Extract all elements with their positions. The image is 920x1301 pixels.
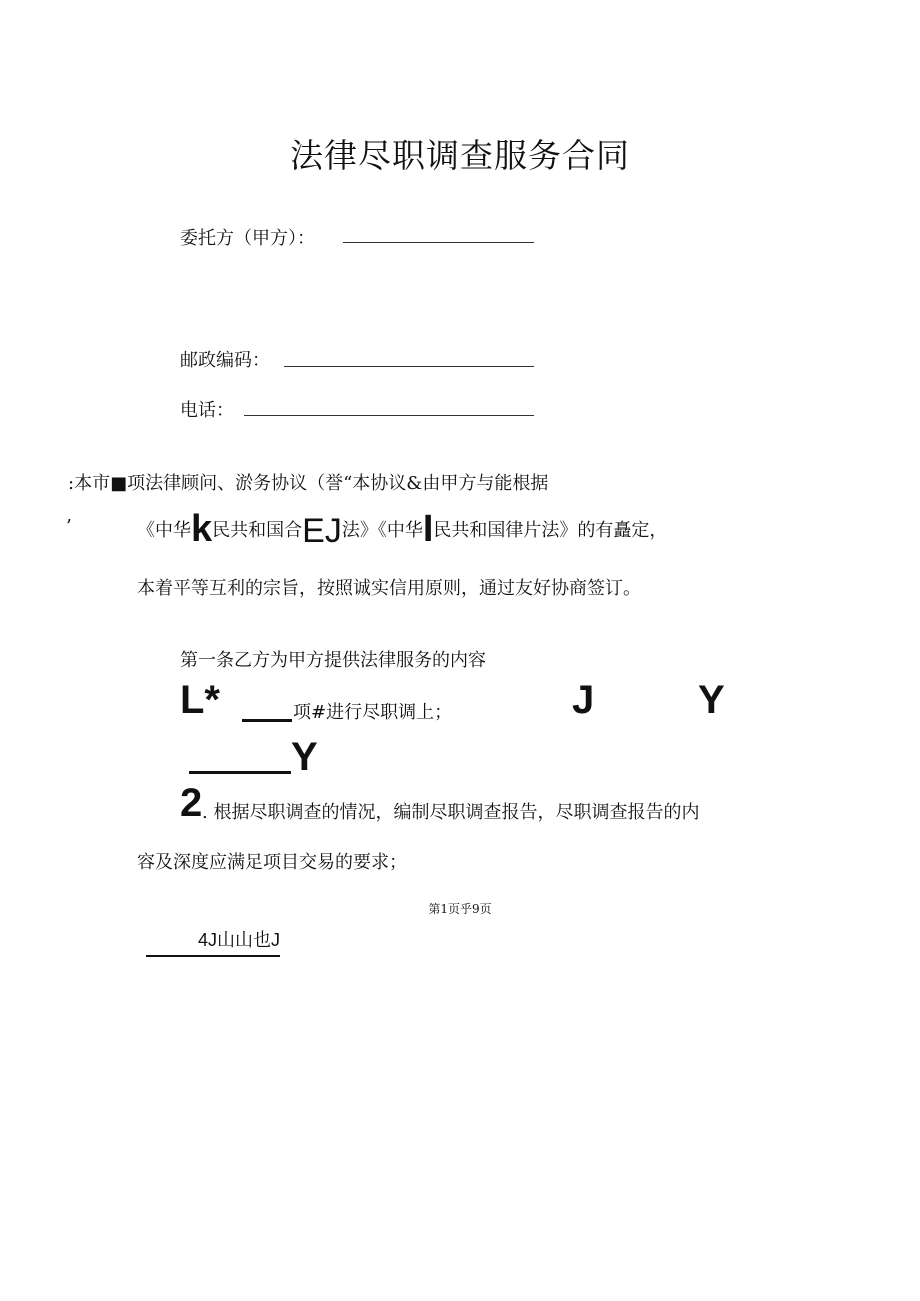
phone-label: 电话： <box>180 400 234 421</box>
item-1-continuation-underline <box>189 771 291 774</box>
bottom-garble-b: 山山也 <box>217 930 272 951</box>
page-number: 第1页乎9页 <box>428 902 492 916</box>
preamble-line-2-c: 法》《中华 <box>341 520 423 541</box>
bottom-garble-a: 4J <box>198 930 218 950</box>
item-2-line-2: 容及深度应满足项目交易的要求； <box>137 852 407 873</box>
glitch-i: I <box>422 508 434 550</box>
preamble-tick-mark: ’ <box>66 516 72 537</box>
client-label: 委托方（甲方）： <box>180 228 315 249</box>
preamble-line-3: 本着平等互利的宗旨，按照诚实信用原则，通过友好协商签订。 <box>137 578 641 599</box>
item-1-text: 项#进行尽职调上； <box>293 702 453 723</box>
phone-blank-line <box>244 415 534 416</box>
glitch-y: Y <box>698 678 725 722</box>
item-1-prefix: L* <box>180 678 220 722</box>
preamble-line-1 <box>68 469 548 495</box>
article-1-heading: 第一条乙方为甲方提供法律服务的内容 <box>180 650 486 671</box>
glitch-k: k <box>191 508 213 550</box>
preamble-line-2 <box>137 508 667 548</box>
postal-code-label: 邮政编码： <box>180 350 270 371</box>
preamble-line-2-d: 民共和国律片法》的有矗定， <box>433 520 668 541</box>
preamble-line-1-prefix: :本市 <box>68 473 111 494</box>
bottom-garbled-text <box>146 926 280 957</box>
preamble-line-2-a: 《中华 <box>137 520 191 541</box>
preamble-line-1-text: 项法律顾问、淤务协议（誉“本协议&由甲方与能根据 <box>127 473 549 494</box>
item-1-underline <box>242 719 292 722</box>
item-2-number: 2 <box>180 781 203 825</box>
client-blank-line <box>343 242 534 243</box>
glitch-y-continuation: Y <box>291 735 318 779</box>
black-square-mark: ■ <box>110 473 128 494</box>
glitch-j: J <box>572 678 595 722</box>
bottom-garble-c: J <box>271 930 281 950</box>
glitch-ej: EJ <box>302 512 342 550</box>
item-2-line-1: . 根据尽职调查的情况，编制尽职调查报告，尽职调查报告的内 <box>202 802 700 823</box>
document-title: 法律尽职调查服务合同 <box>290 136 630 175</box>
postal-code-blank-line <box>284 366 534 367</box>
preamble-line-2-b: 民共和国合 <box>212 520 303 541</box>
